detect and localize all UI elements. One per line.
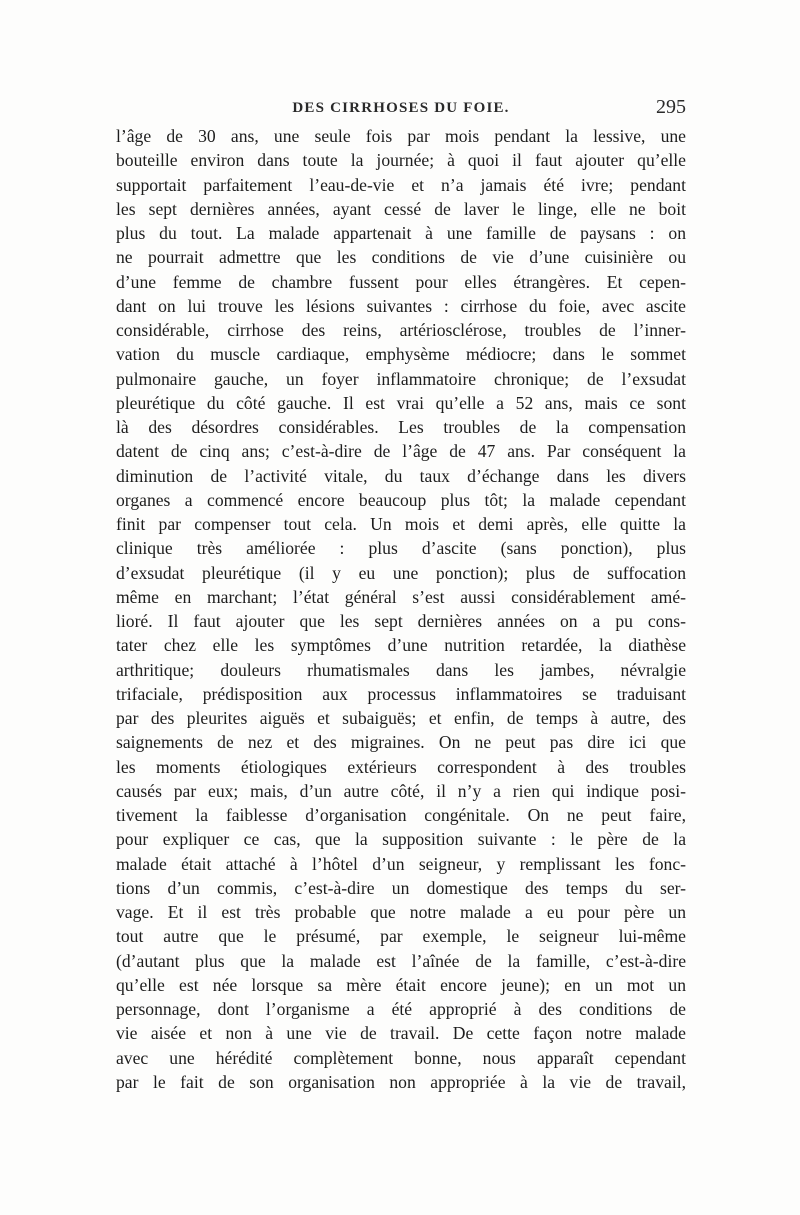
text-line: organes a commencé encore beaucoup plus tôt; la malade cependant <box>116 489 686 510</box>
text-line: pour expliquer ce cas, que la supposition suivante : le père de la <box>116 829 686 850</box>
text-line: supportait parfaitement l’eau-de-vie et n’a jamais été ivre; pendant <box>116 174 686 195</box>
text-line: lioré. Il faut ajouter que les sept dernières années on a pu cons- <box>116 611 686 631</box>
text-line: même en marchant; l’état général s’est aussi considérablement amé- <box>116 586 686 607</box>
text-line: malade était attaché à l’hôtel d’un seigneur, y remplissant les fonc- <box>116 853 686 874</box>
text-line: là des désordres considérables. Les troubles de la compensation <box>116 417 686 437</box>
text-line: pleurétique du côté gauche. Il est vrai qu’elle a 52 ans, mais ce sont <box>116 392 686 413</box>
text-line: datent de cinq ans; c’est-à-dire de l’âge de 47 ans. Par conséquent la <box>116 441 686 462</box>
text-line: ne pourrait admettre que les conditions de vie d’une cuisinière ou <box>116 247 686 268</box>
text-line: avec une hérédité complètement bonne, nous apparaît cependant <box>116 1047 686 1068</box>
text-line: l’âge de 30 ans, une seule fois par mois pendant la lessive, une <box>116 126 686 146</box>
text-line: par le fait de son organisation non appropriée à la vie de travail, <box>116 1071 686 1092</box>
text-line: finit par compenser tout cela. Un mois et demi après, elle quitte la <box>116 514 686 534</box>
text-line: d’exsudat pleurétique (il y eu une ponction); plus de suffocation <box>116 562 686 583</box>
text-line: saignements de nez et des migraines. On ne peut pas dire ici que <box>116 732 686 753</box>
text-line: tivement la faiblesse d’organisation congénitale. On ne peut faire, <box>116 805 686 825</box>
text-line: dant on lui trouve les lésions suivantes : cirrhose du foie, avec ascite <box>116 295 686 316</box>
text-line: d’une femme de chambre fussent pour elles étrangères. Et cepen- <box>116 271 686 292</box>
text-line: plus du tout. La malade appartenait à une famille de paysans : on <box>116 223 686 243</box>
running-header <box>116 96 686 122</box>
text-line: pulmonaire gauche, un foyer inflammatoire chronique; de l’exsudat <box>116 368 686 389</box>
text-line: bouteille environ dans toute la journée; à quoi il faut ajouter qu’elle <box>116 150 686 171</box>
text-line: les sept dernières années, ayant cessé de laver le linge, elle ne boit <box>116 198 686 219</box>
text-line: (d’autant plus que la malade est l’aînée de la famille, c’est-à-dire <box>116 950 686 971</box>
text-line: qu’elle est née lorsque sa mère était encore jeune); en un mot un <box>116 974 686 995</box>
text-line: tout autre que le présumé, par exemple, le seigneur lui-même <box>116 926 686 947</box>
text-line: arthritique; douleurs rhumatismales dans les jambes, névralgie <box>116 659 686 680</box>
text-line: considérable, cirrhose des reins, artériosclérose, troubles de l’inner- <box>116 320 686 340</box>
text-line: les moments étiologiques extérieurs correspondent à des troubles <box>116 756 686 777</box>
text-line: tater chez elle les symptômes d’une nutrition retardée, la diathèse <box>116 635 686 656</box>
page-number: 295 <box>656 96 686 118</box>
body-text <box>116 124 686 1094</box>
text-line: trifaciale, prédisposition aux processus inflammatoires se traduisant <box>116 683 686 704</box>
running-title: DES CIRRHOSES DU FOIE. <box>292 100 510 116</box>
text-line: par des pleurites aiguës et subaiguës; et enfin, de temps à autre, des <box>116 708 686 728</box>
text-line: clinique très améliorée : plus d’ascite (sans ponction), plus <box>116 538 686 559</box>
text-line: causés par eux; mais, d’un autre côté, il n’y a rien qui indique posi- <box>116 780 686 801</box>
text-line: tions d’un commis, c’est-à-dire un domestique des temps du ser- <box>116 877 686 898</box>
text-line: diminution de l’activité vitale, du taux d’échange dans les divers <box>116 465 686 486</box>
text-line: vation du muscle cardiaque, emphysème médiocre; dans le sommet <box>116 344 686 365</box>
text-line: vage. Et il est très probable que notre malade a eu pour père un <box>116 902 686 922</box>
text-line: vie aisée et non à une vie de travail. De cette façon notre malade <box>116 1023 686 1044</box>
text-line: personnage, dont l’organisme a été approprié à des conditions de <box>116 999 686 1019</box>
